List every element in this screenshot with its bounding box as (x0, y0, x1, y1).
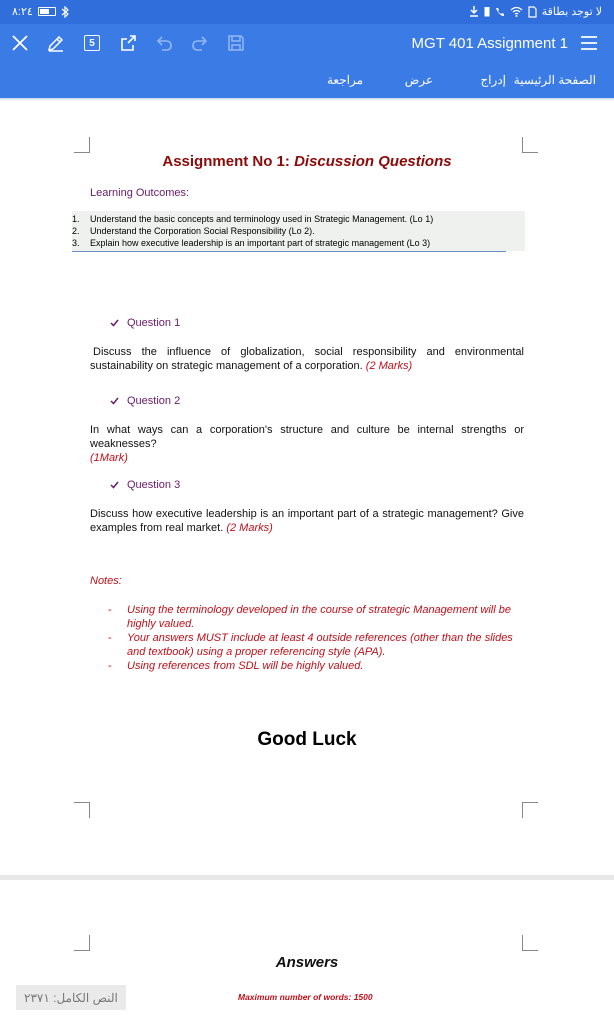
question-label: Question 1 (127, 317, 181, 329)
question-body: In what ways can a corporation's structure and culture be internal strengths or weaknesses? (90, 424, 524, 450)
question-1-text (90, 345, 524, 373)
word-count-badge[interactable]: النص الكامل: ٢٣٧١ (16, 985, 126, 1010)
tab-insert[interactable]: إدراج (480, 73, 506, 87)
app-toolbar (0, 24, 614, 62)
page-corner-mark (522, 935, 538, 951)
status-bar (0, 0, 614, 24)
wifi-icon (510, 6, 523, 17)
tab-home[interactable]: الصفحة الرئيسية (513, 73, 596, 87)
question-label: Question 3 (127, 479, 181, 491)
question-body: Discuss how executive leadership is an important part of a strategic management? Give examples from real market. (90, 508, 524, 534)
download-icon (469, 6, 479, 17)
check-icon (110, 397, 119, 405)
check-icon (110, 481, 119, 489)
ribbon-tabs (0, 62, 614, 98)
notes-heading: Notes: (90, 575, 122, 587)
check-icon (110, 319, 119, 327)
assignment-title-plain: Assignment No 1: (162, 153, 295, 170)
list-item: - Your answers MUST include at least 4 outside references (other than the slides and textbook) using a proper referencing style (APA). (108, 631, 526, 659)
question-2-heading (110, 395, 180, 407)
list-number: 1. (72, 214, 80, 224)
assignment-title (0, 153, 614, 170)
sim-status-text: لا توجد بطاقة (541, 6, 602, 18)
list-number: 3. (72, 238, 80, 248)
share-icon[interactable] (116, 31, 140, 55)
redo-icon[interactable] (188, 31, 212, 55)
save-icon[interactable] (224, 31, 248, 55)
question-3-heading (110, 479, 180, 491)
list-number: 2. (72, 226, 80, 236)
undo-icon[interactable] (152, 31, 176, 55)
question-marks: (2 Marks) (365, 360, 413, 372)
note-text: Your answers MUST include at least 4 outside references (other than the slides and textbook) using a proper referencing style (APA). (127, 632, 513, 658)
tab-view[interactable]: عرض (404, 73, 433, 87)
battery-small-icon (484, 6, 490, 17)
question-marks: (1Mark) (90, 452, 128, 464)
close-icon[interactable] (8, 31, 32, 55)
list-text: Understand the Corporation Social Responsibility (Lo 2). (90, 226, 315, 236)
divider (72, 251, 506, 252)
bluetooth-icon (61, 6, 69, 18)
tab-review[interactable]: مراجعة (326, 73, 363, 87)
menu-icon[interactable] (578, 32, 600, 54)
question-label: Question 2 (127, 395, 181, 407)
notes-list (108, 603, 526, 673)
sim-icon (528, 6, 537, 18)
note-text: Using the terminology developed in the course of strategic Management will be highly valued. (127, 604, 511, 630)
tabs-icon[interactable] (80, 31, 104, 55)
ribbon-shadow (0, 98, 614, 101)
learning-outcomes-heading: Learning Outcomes: (90, 187, 190, 199)
page-corner-mark (74, 802, 90, 818)
tab-count: 5 (84, 35, 100, 51)
question-body: Discuss the influence of globalization, social responsibility and environmental sustainability on strategic management of a corporation. (90, 346, 524, 372)
phone-icon (495, 7, 505, 17)
page-corner-mark (74, 137, 90, 153)
status-time: ٨:٢٤ (12, 6, 33, 18)
question-marks: (2 Marks) (226, 522, 273, 534)
battery-icon (38, 7, 56, 16)
page-corner-mark (74, 935, 90, 951)
page-corner-mark (522, 137, 538, 153)
learning-outcomes-list (72, 211, 525, 251)
question-3-text (90, 507, 524, 535)
page-corner-mark (522, 802, 538, 818)
good-luck-text: Good Luck (257, 729, 357, 750)
question-2-text (90, 423, 524, 465)
assignment-title-italic: Discussion Questions (294, 153, 452, 170)
list-item (72, 225, 525, 237)
note-text: Using references from SDL will be highly valued. (127, 660, 364, 672)
document-title: MGT 401 Assignment 1 (411, 35, 568, 52)
list-text: Understand the basic concepts and terminology used in Strategic Management. (Lo 1) (90, 214, 434, 224)
list-text: Explain how executive leadership is an important part of strategic management (Lo 3) (90, 238, 431, 248)
answers-heading: Answers (275, 954, 339, 971)
edit-icon[interactable] (44, 31, 68, 55)
page-break (0, 875, 614, 880)
max-words-note: Maximum number of words: 1500 (238, 992, 373, 1002)
question-1-heading (110, 317, 180, 329)
list-item (72, 213, 525, 225)
list-item (72, 237, 525, 249)
list-item: - Using the terminology developed in the course of strategic Management will be highly valued. (108, 603, 526, 631)
list-item: - Using references from SDL will be highly valued. (108, 660, 364, 672)
